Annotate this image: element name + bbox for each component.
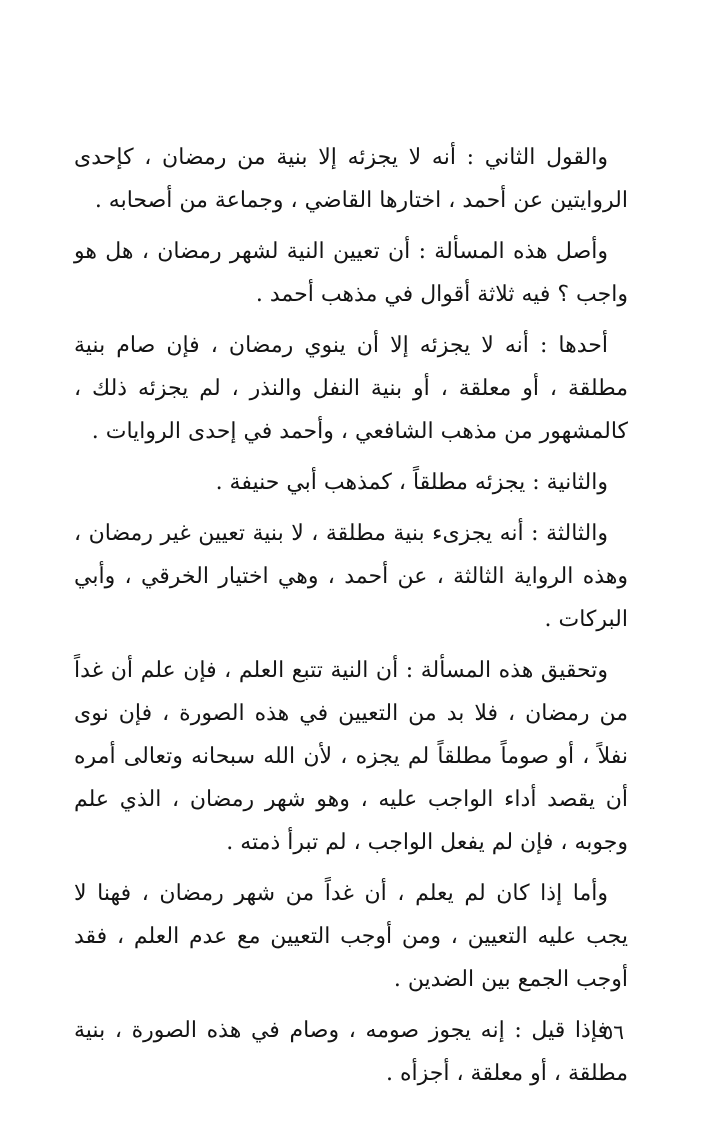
paragraph-6: وتحقيق هذه المسألة : أن النية تتبع العلم ، فإن علم أن غداً من رمضان ، فلا بد من التعيين في هذه الصورة ، فإن نوى نفلاً ، أو صوماً مطلقاً لم يجزه ، لأن الله سبحانه وتعالى أمره أن يقصد أداء الواجب عليه ، وهو شهر رمضان ، الذي علم وجوبه ، فإن لم يفعل الواجب ، لم تبرأ ذمته .	[74, 658, 628, 855]
paragraph-3: أحدها : أنه لا يجزئه إلا أن ينوي رمضان ، فإن صام بنية مطلقة ، أو معلقة ، أو بنية النفل والنذر ، لم يجزئه ذلك ، كالمشهور من مذهب الشافعي ، وأحمد في إحدى الروايات .	[74, 333, 628, 444]
paragraph-1: والقول الثاني : أنه لا يجزئه إلا بنية من رمضان ، كإحدى الروايتين عن أحمد ، اختارها القاضي ، وجماعة من أصحابه .	[74, 145, 628, 213]
page-body-text	[74, 136, 628, 1103]
page-number: ٥٦	[602, 1020, 624, 1044]
paragraph-2: وأصل هذه المسألة : أن تعيين النية لشهر رمضان ، هل هو واجب ؟ فيه ثلاثة أقوال في مذهب أحمد .	[74, 239, 628, 307]
paragraph-5: والثالثة : أنه يجزىء بنية مطلقة ، لا بنية تعيين غير رمضان ، وهذه الرواية الثالثة ، عن أحمد ، وهي اختيار الخرقي ، وأبي البركات .	[74, 521, 628, 632]
paragraph-4: والثانية : يجزئه مطلقاً ، كمذهب أبي حنيفة .	[215, 470, 608, 495]
paragraph-7: وأما إذا كان لم يعلم ، أن غداً من شهر رمضان ، فهنا لا يجب عليه التعيين ، ومن أوجب التعيين مع عدم العلم ، فقد أوجب الجمع بين الضدين .	[74, 881, 628, 992]
paragraph-8: فإذا قيل : إنه يجوز صومه ، وصام في هذه الصورة ، بنية مطلقة ، أو معلقة ، أجزأه .	[74, 1018, 628, 1086]
